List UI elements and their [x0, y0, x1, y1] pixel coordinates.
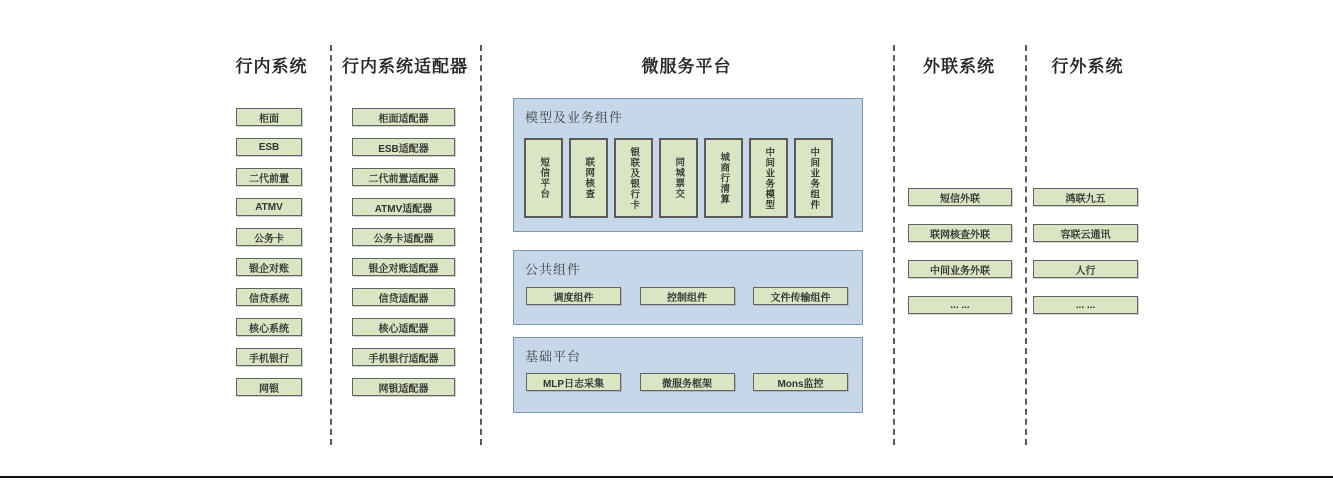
adapter-box: 公务卡适配器: [352, 228, 455, 246]
component-label: 同城票交: [673, 157, 685, 199]
component-box: 控制组件: [640, 287, 735, 305]
column-title-external-link: 外联系统: [923, 57, 995, 76]
adapter-box: ESB适配器: [352, 138, 455, 156]
component-label: 短信平台: [538, 157, 550, 199]
component-box: MLP日志采集: [526, 373, 621, 391]
adapter-box: 网银适配器: [352, 378, 455, 396]
system-box: ESB: [236, 138, 302, 156]
adapter-box: 信贷适配器: [352, 288, 455, 306]
base-platform-panel: [513, 337, 863, 413]
system-box: 手机银行: [236, 348, 302, 366]
divider-line-1: [330, 45, 332, 445]
component-box: 文件传输组件: [753, 287, 848, 305]
component-box: [569, 138, 608, 218]
common-components: [526, 287, 848, 305]
column-title-external-systems: 行外系统: [1051, 57, 1124, 76]
adapter-box: 二代前置适配器: [352, 168, 455, 186]
component-label: 银联及银行卡: [628, 146, 640, 210]
panel-label: 基础平台: [525, 349, 582, 364]
external-link-box: ... ...: [908, 296, 1012, 314]
panel-label: 公共组件: [525, 262, 582, 277]
column-title-internal-adapters: 行内系统适配器: [342, 57, 468, 76]
model-business-components: [524, 138, 833, 218]
system-box: 公务卡: [236, 228, 302, 246]
column-title-internal-systems: 行内系统: [235, 57, 308, 76]
external-system-box: ... ...: [1033, 296, 1138, 314]
adapter-box: 手机银行适配器: [352, 348, 455, 366]
component-box: [749, 138, 788, 218]
external-system-box: 鸿联九五: [1033, 188, 1138, 206]
external-system-box: 容联云通讯: [1033, 224, 1138, 242]
base-platform-components: [526, 373, 848, 391]
system-box: 网银: [236, 378, 302, 396]
internal-adapters-list: [352, 108, 455, 396]
column-title-microservice-platform: 微服务平台: [641, 57, 732, 76]
system-box: 银企对账: [236, 258, 302, 276]
component-box: Mons监控: [753, 373, 848, 391]
external-systems-list: [1033, 188, 1138, 314]
component-label: 中间业务模型: [763, 146, 775, 210]
panel-label: 模型及业务组件: [525, 110, 624, 125]
component-label: 联网核查: [583, 157, 595, 199]
adapter-box: 核心适配器: [352, 318, 455, 336]
component-box: 微服务框架: [640, 373, 735, 391]
component-label: 城商行清算: [718, 151, 730, 205]
external-link-list: [908, 188, 1012, 314]
component-box: [704, 138, 743, 218]
external-system-box: 人行: [1033, 260, 1138, 278]
component-box: 调度组件: [526, 287, 621, 305]
bottom-rule: [0, 476, 1333, 478]
system-box: 信贷系统: [236, 288, 302, 306]
external-link-box: 联网核查外联: [908, 224, 1012, 242]
component-box: [614, 138, 653, 218]
divider-line-3: [893, 45, 895, 445]
adapter-box: 银企对账适配器: [352, 258, 455, 276]
divider-line-4: [1025, 45, 1027, 445]
component-box: [524, 138, 563, 218]
system-box: 二代前置: [236, 168, 302, 186]
internal-systems-list: [236, 108, 302, 396]
divider-line-2: [480, 45, 482, 445]
system-box: ATMV: [236, 198, 302, 216]
external-link-box: 中间业务外联: [908, 260, 1012, 278]
common-components-panel: [513, 250, 863, 325]
adapter-box: ATMV适配器: [352, 198, 455, 216]
adapter-box: 柜面适配器: [352, 108, 455, 126]
external-link-box: 短信外联: [908, 188, 1012, 206]
system-box: 核心系统: [236, 318, 302, 336]
system-box: 柜面: [236, 108, 302, 126]
component-box: [794, 138, 833, 218]
model-business-panel: [513, 98, 863, 232]
component-label: 中间业务组件: [808, 146, 820, 210]
component-box: [659, 138, 698, 218]
